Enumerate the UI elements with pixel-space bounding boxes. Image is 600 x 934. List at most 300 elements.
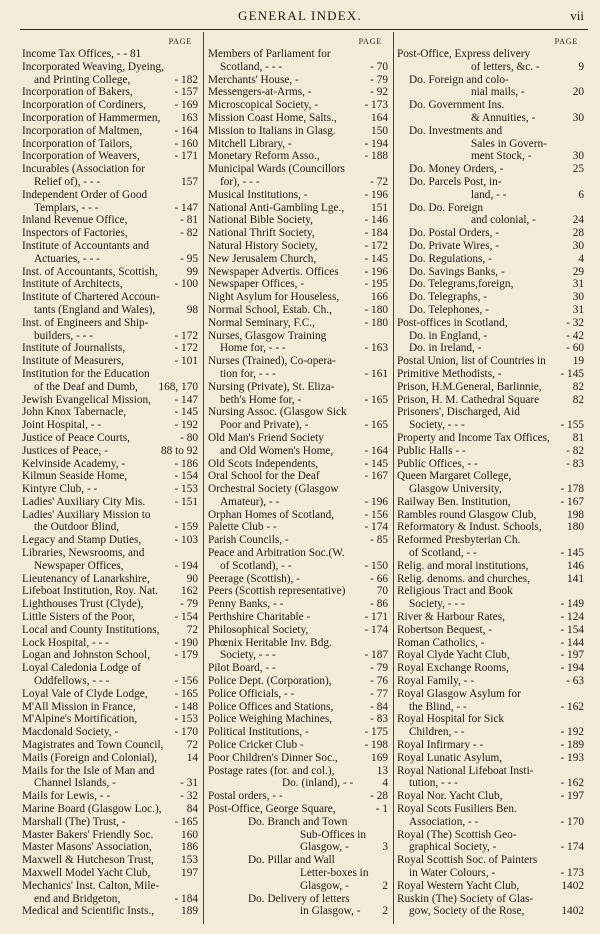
index-entry [22, 189, 198, 202]
index-entry [397, 905, 584, 918]
entry-page: 160 [181, 828, 198, 841]
entry-page: - 193 [560, 751, 584, 764]
entry-title: Do. Parcels Post, in- [409, 175, 502, 188]
index-entry [208, 752, 388, 765]
entry-title: & Annuities, - [471, 111, 536, 124]
index-entry [208, 854, 388, 867]
index-entry [208, 765, 388, 778]
entry-page: 9 [578, 60, 584, 73]
entry-title: Philosophical Society, [208, 623, 309, 636]
entry-page: - 157 [174, 86, 198, 99]
entry-page: - 190 [174, 636, 198, 649]
entry-title: National Anti-Gambling Lge., [208, 201, 345, 214]
index-entry [397, 521, 584, 534]
entry-page: - 194 [174, 559, 198, 572]
index-entry [22, 547, 198, 560]
index-column-2 [208, 36, 388, 918]
entry-page: - 164 [364, 444, 388, 457]
entry-title: in Water Colours, - [409, 867, 496, 879]
entry-title: Royal Glasgow Asylum for [397, 687, 521, 700]
entry-title: tution, - - - [409, 777, 458, 790]
entry-page: 72 [186, 623, 198, 636]
entry-title: Templars, - - - [34, 201, 99, 214]
entry-page: - 167 [560, 495, 584, 508]
index-entry [397, 470, 584, 483]
entry-title: Microscopical Society, - [208, 99, 319, 112]
index-entry [22, 662, 198, 675]
index-entry [397, 509, 584, 522]
entry-title: Orphan Homes of Scotland, [208, 508, 335, 521]
entry-title: Institute of Accountants and [22, 239, 150, 252]
entry-title: Political Institutions, - [208, 726, 309, 739]
entry-page: - 42 [566, 329, 584, 342]
entry-page: - 83 [370, 713, 388, 726]
index-entry [208, 214, 388, 227]
index-entry [208, 330, 388, 343]
index-entry [22, 278, 198, 291]
entry-title: Municipal Wards (Councillors [208, 163, 345, 176]
index-entry [208, 138, 388, 151]
index-entry [208, 304, 388, 317]
entry-page: 90 [186, 572, 198, 585]
index-entry [22, 240, 198, 253]
index-entry [397, 266, 584, 279]
index-entry [397, 841, 584, 854]
index-entry [22, 816, 198, 829]
entry-title: Post-offices in Scotland, [397, 316, 508, 329]
index-entry [397, 560, 584, 573]
index-entry [208, 829, 388, 842]
index-entry [397, 406, 584, 419]
entry-page: - 151 [174, 495, 198, 508]
index-entry [397, 278, 584, 291]
entry-page: - 165 [364, 393, 388, 406]
entry-page: - 165 [174, 687, 198, 700]
entry-title: Master Bakers' Friendly Soc. [22, 828, 154, 841]
entry-page: 70 [376, 585, 388, 598]
entry-title: Newspaper Offices, - [208, 278, 305, 291]
entry-page: - 154 [174, 470, 198, 483]
index-entry [397, 893, 584, 906]
entry-title: Public Offices, - - [397, 457, 478, 470]
entry-page: - 162 [560, 777, 584, 790]
index-entry [397, 432, 584, 445]
index-entry [22, 112, 198, 125]
index-entry [208, 394, 388, 407]
index-entry [208, 176, 388, 189]
entry-title: Inspectors of Factories, [22, 227, 128, 240]
entry-title: Maxwell Model Yacht Club, [22, 867, 151, 879]
entry-title: Magistrates and Town Council, [22, 739, 164, 752]
entry-title: Post-Office, Express delivery [397, 48, 531, 60]
entry-page: - 198 [364, 739, 388, 752]
entry-page: - 188 [364, 150, 388, 163]
entry-title: Rambles round Glasgow Club, [397, 508, 537, 521]
index-entry [397, 74, 584, 87]
entry-title: Musical Institutions, - [208, 188, 308, 201]
entry-title: Do. Investments and [409, 124, 503, 137]
entry-title: Incorporation of Cordiners, [22, 99, 146, 112]
entry-title: Postal orders, - - [208, 790, 283, 803]
entry-title: Mails (Foreign and Colonial), [22, 751, 157, 764]
entry-title: Institution for the Education [22, 367, 150, 380]
entry-title: Loyal Vale of Clyde Lodge, [22, 687, 148, 700]
entry-page: - 196 [364, 188, 388, 201]
page-header [0, 8, 600, 28]
index-entry [208, 560, 388, 573]
entry-page: - 163 [364, 342, 388, 355]
page-column-label: PAGE [358, 37, 382, 46]
entry-title: Penny Banks, - - [208, 598, 284, 611]
index-entry [397, 330, 584, 343]
entry-title: Local and County Institutions, [22, 623, 160, 636]
entry-title: Kilmun Seaside Home, [22, 470, 128, 483]
entry-title: Channel Islands, - [34, 777, 116, 790]
entry-title: Lighthouses Trust (Clyde), [22, 598, 144, 611]
entry-page: - 149 [560, 598, 584, 611]
entry-title: Mission Coast Home, Salts., [208, 111, 337, 124]
entry-title: Incorporation of Bakers, [22, 86, 133, 99]
index-entry [22, 585, 198, 598]
entry-title: the Blind, - - [409, 700, 467, 713]
entry-title: Mails for the Isle of Man and [22, 764, 155, 777]
entry-page: 2 [382, 879, 388, 892]
entry-page: 98 [186, 303, 198, 316]
entry-page: - 103 [174, 534, 198, 547]
entry-page: 146 [567, 559, 584, 572]
index-entry [208, 483, 388, 496]
index-entry [397, 777, 584, 790]
entry-title: Police Offices and Stations, [208, 700, 334, 713]
entry-page: - 197 [560, 790, 584, 803]
entry-title: Do. Money Orders, - [409, 163, 504, 176]
index-entry [208, 86, 388, 99]
entry-title: Inland Revenue Office, [22, 214, 128, 227]
entry-page: - 145 [364, 252, 388, 265]
entry-title: Association, - - [409, 815, 479, 828]
entry-page: 164 [371, 111, 388, 124]
index-entry [208, 880, 388, 893]
entry-title: Religious Tract and Book [397, 585, 513, 598]
entry-page: 19 [572, 355, 584, 368]
entry-title: Do. Delivery of letters [248, 892, 350, 905]
index-entry [208, 202, 388, 215]
entry-page: 157 [181, 175, 198, 188]
index-entry [22, 227, 198, 240]
index-entry [208, 841, 388, 854]
entry-page: - 173 [560, 867, 584, 879]
index-entry [397, 752, 584, 765]
entry-title: Members of Parliament for [208, 48, 331, 60]
entry-title: Royal Infirmary - - [397, 739, 484, 752]
index-entry [22, 573, 198, 586]
index-entry [22, 637, 198, 650]
index-entry [22, 48, 198, 61]
index-entry [397, 624, 584, 637]
entry-title: Peers (Scottish representative) [208, 585, 346, 598]
index-entry [397, 189, 584, 202]
entry-page: 186 [181, 841, 198, 854]
entry-title: Justice of Peace Courts, [22, 431, 130, 444]
index-entry [208, 790, 388, 803]
index-entry [208, 675, 388, 688]
entry-title: Royal Scots Fusiliers Ben. [397, 803, 517, 816]
index-entry [397, 150, 584, 163]
entry-page: 2 [382, 905, 388, 918]
entry-title: Society, - - - [409, 419, 465, 432]
entry-title: ment Stock, - [471, 150, 532, 163]
entry-page: 14 [186, 751, 198, 764]
entry-title: Queen Margaret College, [397, 470, 512, 483]
entry-title: Glasgow, - [300, 841, 349, 854]
entry-title: Incorporation of Hammermen, [22, 111, 161, 124]
entry-title: Incorporation of Maltmen, [22, 124, 143, 137]
entry-page: - 83 [566, 457, 584, 470]
entry-title: Nurses (Trained), Co-opera- [208, 355, 336, 368]
index-entry [397, 304, 584, 317]
index-entry [22, 176, 198, 189]
entry-title: and colonial, - [471, 214, 536, 227]
index-entry [22, 291, 198, 304]
header-rule [20, 29, 588, 30]
entry-title: Actuaries, - - - [34, 252, 100, 265]
entry-title: Peerage (Scottish), - [208, 572, 300, 585]
entry-page: - 172 [174, 329, 198, 342]
index-entry [397, 176, 584, 189]
index-entry [22, 611, 198, 624]
entry-page: - 170 [174, 726, 198, 739]
index-entry [22, 777, 198, 790]
entry-title: Royal Clyde Yacht Club, [397, 649, 510, 662]
index-entry [397, 445, 584, 458]
index-entry [208, 803, 388, 816]
entry-title: Royal (The) Scottish Geo- [397, 828, 517, 841]
entry-title: Royal Nor. Yacht Club, [397, 790, 503, 803]
entry-page: 169 [371, 751, 388, 764]
index-entry [397, 611, 584, 624]
entry-page: - 32 [180, 790, 198, 803]
index-entry [208, 905, 388, 918]
index-entry [22, 893, 198, 906]
entry-page: - 155 [560, 419, 584, 432]
entry-title: Relief of), - - - [34, 175, 101, 188]
entry-page: 1402 [561, 905, 584, 918]
entry-title: Kintyre Club, - - [22, 483, 98, 496]
entry-page: - 82 [566, 444, 584, 457]
index-entry [397, 368, 584, 381]
entry-title: Natural History Society, [208, 239, 318, 252]
index-entry [208, 739, 388, 752]
entry-page: - 172 [174, 342, 198, 355]
index-entry [22, 342, 198, 355]
entry-title: graphical Society, - [409, 841, 497, 854]
entry-title: Master Masons' Association, [22, 841, 152, 854]
index-entry [22, 739, 198, 752]
index-entry [397, 483, 584, 496]
entry-page: - 86 [370, 598, 388, 611]
entry-title: Newspaper Offices, [34, 559, 124, 572]
index-entry [397, 585, 584, 598]
index-entry [22, 790, 198, 803]
index-entry [208, 624, 388, 637]
entry-title: Pilot Board, - - [208, 662, 276, 675]
entry-page: 30 [572, 239, 584, 252]
entry-title: Royal Lunatic Asylum, [397, 751, 503, 764]
entry-page: - 180 [364, 316, 388, 329]
index-entry [22, 330, 198, 343]
entry-title: Incorporation of Tailors, [22, 137, 133, 150]
index-entry [208, 470, 388, 483]
index-entry [22, 598, 198, 611]
index-entry [397, 138, 584, 151]
index-entry [22, 803, 198, 816]
entry-title: the Outdoor Blind, [34, 521, 120, 534]
entry-page: - 148 [174, 700, 198, 713]
index-entry [208, 61, 388, 74]
entry-page: 3 [382, 841, 388, 854]
entry-title: Little Sisters of the Poor, [22, 611, 135, 624]
entry-title: Society, - - - [220, 649, 276, 662]
index-entry [397, 675, 584, 688]
index-column-3 [397, 36, 584, 918]
entry-page: 198 [567, 508, 584, 521]
entry-title: Do. Telephones, - [409, 303, 489, 316]
index-entry [397, 854, 584, 867]
index-entry [22, 214, 198, 227]
entry-title: Nursing (Private), St. Eliza- [208, 380, 335, 393]
index-entry [22, 202, 198, 215]
entry-title: tion for, - - - [220, 367, 276, 380]
entry-title: Mails for Lewis, - - [22, 790, 111, 803]
entry-title: Nurses, Glasgow Training [208, 329, 327, 342]
entry-page: 162 [181, 585, 198, 598]
entry-title: Mitchell Library, - [208, 137, 292, 150]
entry-title: Palette Club - - [208, 521, 277, 534]
index-entry [208, 726, 388, 739]
entry-page: - 66 [370, 572, 388, 585]
entry-title: Postal Union, list of Countries in [397, 355, 546, 368]
entry-title: Marine Board (Glasgow Loc.), [22, 803, 162, 816]
entry-title: Royal Exchange Rooms, [397, 662, 510, 675]
index-entry [208, 637, 388, 650]
entry-title: M'Alpine's Mortification, [22, 713, 138, 726]
index-entry [397, 163, 584, 176]
index-entry [22, 496, 198, 509]
entry-title: Post-Office, George Square, [208, 803, 336, 816]
index-entry [397, 240, 584, 253]
entry-page: - 159 [174, 521, 198, 534]
entry-title: Ruskin (The) Society of Glas- [397, 892, 534, 905]
entry-title: Perthshire Charitable - [208, 611, 311, 624]
entry-title: Do. Government Ins. [409, 99, 505, 112]
entry-title: Scotland, - - - [220, 60, 283, 73]
column-divider [203, 32, 204, 924]
index-entry [397, 713, 584, 726]
index-entry [397, 803, 584, 816]
index-entry [208, 445, 388, 458]
entry-title: and Old Women's Home, [220, 444, 334, 457]
entry-title: Messengers-at-Arms, - [208, 86, 312, 99]
index-entry [397, 816, 584, 829]
index-entry [22, 688, 198, 701]
entry-title: New Jerusalem Church, [208, 252, 317, 265]
index-entry [397, 637, 584, 650]
entry-title: Society, - - - [409, 598, 465, 611]
entry-page: - 165 [174, 815, 198, 828]
entry-page: - 180 [364, 303, 388, 316]
entry-page: - 173 [364, 99, 388, 112]
entry-title: Normal Seminary, F.C., [208, 316, 315, 329]
index-entry [397, 202, 584, 215]
index-entry [208, 150, 388, 163]
entry-title: Do. (inland), - - [282, 777, 354, 790]
index-entry [208, 291, 388, 304]
entry-title: Public Halls - - [397, 444, 466, 457]
entry-page: 13 [376, 764, 388, 777]
entry-title: Mechanics' Inst. Calton, Mile- [22, 879, 160, 892]
index-entry [208, 240, 388, 253]
index-entry [208, 368, 388, 381]
index-entry [397, 253, 584, 266]
entry-title: Income Tax Offices, - - 81 [22, 48, 142, 60]
entry-title: end and Bridgeton, [34, 892, 121, 905]
entry-title: Do. Savings Banks, - [409, 265, 505, 278]
entry-title: Macdonald Society, - [22, 726, 119, 739]
index-entry [208, 253, 388, 266]
entry-title: Do. Foreign and colo- [409, 73, 509, 86]
index-entry [208, 867, 388, 880]
index-entry [22, 560, 198, 573]
index-entry [22, 675, 198, 688]
entry-page: 30 [572, 150, 584, 163]
index-entry [397, 765, 584, 778]
index-entry [22, 432, 198, 445]
column-divider [393, 32, 394, 924]
entry-title: Mission to Italians in Glasg. [208, 124, 336, 137]
entry-title: River & Harbour Rates, [397, 611, 505, 624]
entry-page: 163 [181, 111, 198, 124]
index-entry [22, 841, 198, 854]
entry-title: Logan and Johnston School, [22, 649, 151, 662]
entry-page: 30 [572, 291, 584, 304]
entry-page: - 165 [364, 419, 388, 432]
entry-page: 30 [572, 111, 584, 124]
index-entry [22, 99, 198, 112]
entry-title: Police Cricket Club - [208, 739, 304, 752]
index-entry [208, 521, 388, 534]
entry-page: 150 [371, 124, 388, 137]
index-entry [22, 752, 198, 765]
index-entry [397, 227, 584, 240]
entry-title: Monetary Reform Asso., [208, 150, 320, 163]
entry-title: Old Scots Independents, [208, 457, 319, 470]
index-entry [208, 355, 388, 368]
entry-page: - 161 [364, 367, 388, 380]
entry-page: - 172 [364, 239, 388, 252]
index-entry [208, 74, 388, 87]
entry-page: 6 [578, 188, 584, 201]
entry-page: - 32 [566, 316, 584, 329]
entry-page: 189 [181, 905, 198, 918]
entry-title: Glasgow, - [300, 879, 349, 892]
entry-title: Do. Telegraphs, - [409, 291, 488, 304]
entry-title: Old Man's Friend Society [208, 431, 324, 444]
entry-page: 24 [572, 214, 584, 227]
entry-page: - 184 [174, 892, 198, 905]
entry-page: - 70 [370, 60, 388, 73]
index-entry [397, 534, 584, 547]
entry-title: of letters, &c. - [471, 60, 540, 73]
